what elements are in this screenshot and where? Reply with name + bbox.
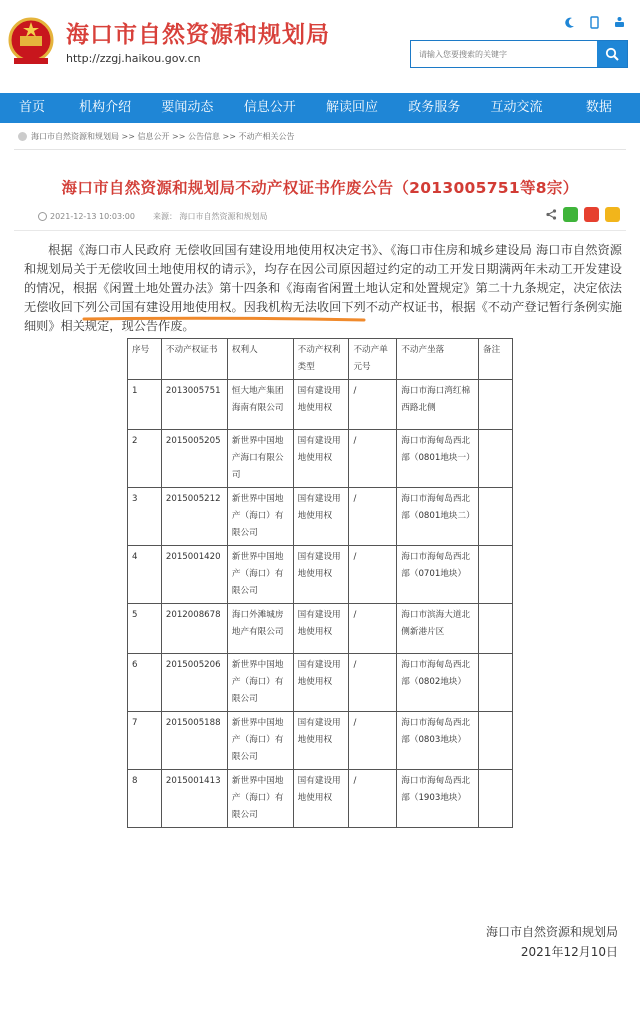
table-cell: /	[349, 488, 397, 546]
table-row	[128, 654, 513, 712]
signature-date: 2021年12月10日	[520, 945, 618, 959]
table-cell: 海口市海甸岛西北部（1903地块）	[397, 770, 479, 828]
nav-item-home[interactable]: 首页	[18, 100, 45, 115]
table-cell: /	[349, 712, 397, 770]
site-url[interactable]: http://zzgj.haikou.gov.cn	[66, 52, 201, 65]
nav-item-interpretation[interactable]: 解读回应	[325, 100, 378, 115]
article-paragraph: 根据《海口市人民政府 无偿收回国有建设用地使用权决定书》、《海口市住房和城乡建设局 海口市自然资源和规划局关于无偿收回土地使用权的请示》，均存在因公司原因超过约定的动工开发日期满两年未动工开发建设的情况，根据《闲置土地处置办法》第十四条和《海南省闲置土地认定和处置规定》第二十九条规定，决定依法无偿收回下列公司国有建设用地使用权。因我机构无法收回下列不动产权证书，根据《不动产登记暂行条例实施细则》相关规定，现公告作废。	[24, 243, 622, 333]
table-cell: 海口市滨海大道北侧新港片区	[397, 604, 479, 654]
column-header: 序号	[128, 339, 162, 380]
table-cell: 2015001420	[161, 546, 227, 604]
table-cell: 新世界中国地产（海口）有限公司	[227, 488, 293, 546]
nav-item-about[interactable]: 机构介绍	[79, 100, 132, 115]
wechat-icon[interactable]	[563, 207, 578, 222]
table-header-row	[128, 339, 513, 380]
table-cell: 海口市海口湾红棉西路北侧	[397, 380, 479, 430]
mobile-icon[interactable]	[588, 14, 601, 27]
table-cell: /	[349, 654, 397, 712]
table-row	[128, 770, 513, 828]
table-cell	[479, 430, 513, 488]
table-cell: 海口市海甸岛西北部（0803地块）	[397, 712, 479, 770]
article-source: 来源： 海口市自然资源和规划局	[152, 212, 268, 221]
table-cell: 4	[128, 546, 162, 604]
certificate-table	[127, 338, 513, 828]
table-cell	[479, 604, 513, 654]
share-bar	[546, 207, 620, 222]
table-cell: 2015005212	[161, 488, 227, 546]
nav-item-disclosure[interactable]: 信息公开	[243, 100, 296, 115]
table-cell: 新世界中国地产（海口）有限公司	[227, 712, 293, 770]
site-header	[0, 0, 640, 92]
table-cell: 2015005188	[161, 712, 227, 770]
table-cell: 国有建设用地使用权	[293, 488, 349, 546]
divider	[14, 149, 626, 150]
highlight-underline	[82, 316, 366, 322]
table-cell: /	[349, 770, 397, 828]
breadcrumb	[18, 131, 294, 142]
dark-mode-icon[interactable]	[563, 14, 576, 27]
table-cell: 2012008678	[161, 604, 227, 654]
column-header: 不动产权证书	[161, 339, 227, 380]
table-cell	[479, 770, 513, 828]
table-cell: 国有建设用地使用权	[293, 430, 349, 488]
table-cell: /	[349, 380, 397, 430]
table-cell: /	[349, 604, 397, 654]
search-box	[410, 40, 628, 68]
table-cell: /	[349, 430, 397, 488]
table-cell: 国有建设用地使用权	[293, 380, 349, 430]
table-cell: 海口市海甸岛西北部（0701地块）	[397, 546, 479, 604]
table-cell: 新世界中国地产（海口）有限公司	[227, 546, 293, 604]
table-cell: 2015005205	[161, 430, 227, 488]
table-cell: 新世界中国地产（海口）有限公司	[227, 654, 293, 712]
national-emblem-icon	[8, 14, 54, 72]
table-cell: 海口市海甸岛西北部（0802地块）	[397, 654, 479, 712]
table-cell: 5	[128, 604, 162, 654]
table-cell: 恒大地产集团海南有限公司	[227, 380, 293, 430]
table-cell	[479, 654, 513, 712]
location-icon	[18, 132, 27, 141]
table-cell: 海口市海甸岛西北部（0801地块二）	[397, 488, 479, 546]
table-cell: 3	[128, 488, 162, 546]
table-cell: 海口外滩城房地产有限公司	[227, 604, 293, 654]
column-header: 不动产权利类型	[293, 339, 349, 380]
table-cell: 国有建设用地使用权	[293, 654, 349, 712]
table-row	[128, 380, 513, 430]
top-icons	[563, 14, 626, 27]
table-cell: 2015001413	[161, 770, 227, 828]
table-cell: 1	[128, 380, 162, 430]
table-cell: 6	[128, 654, 162, 712]
clock-icon	[38, 212, 47, 221]
article-meta	[38, 211, 268, 222]
table-cell: 2013005751	[161, 380, 227, 430]
accessibility-icon[interactable]	[613, 14, 626, 27]
search-button[interactable]	[597, 41, 627, 67]
column-header: 不动产单元号	[349, 339, 397, 380]
breadcrumb-text[interactable]: 海口市自然资源和规划局 >> 信息公开 >> 公告信息 >> 不动产相关公告	[31, 132, 295, 141]
table-cell: 国有建设用地使用权	[293, 604, 349, 654]
column-header: 不动产坐落	[397, 339, 479, 380]
table-cell: 8	[128, 770, 162, 828]
article-title: 海口市自然资源和规划局不动产权证书作废公告（2013005751等8宗）	[61, 179, 579, 197]
table-cell: /	[349, 546, 397, 604]
table-cell	[479, 488, 513, 546]
table-cell: 新世界中国地产（海口）有限公司	[227, 770, 293, 828]
main-nav	[0, 93, 640, 123]
nav-item-services[interactable]: 政务服务	[408, 100, 461, 115]
table-cell	[479, 546, 513, 604]
column-header: 权利人	[227, 339, 293, 380]
table-row	[128, 430, 513, 488]
signature-org: 海口市自然资源和规划局	[485, 925, 618, 939]
share-icon[interactable]	[546, 209, 557, 220]
table-cell: 2015005206	[161, 654, 227, 712]
table-cell: 国有建设用地使用权	[293, 770, 349, 828]
nav-item-data[interactable]: 数据	[585, 100, 612, 115]
table-cell: 国有建设用地使用权	[293, 546, 349, 604]
table-row	[128, 712, 513, 770]
table-cell: 国有建设用地使用权	[293, 712, 349, 770]
qzone-icon[interactable]	[605, 207, 620, 222]
table-row	[128, 488, 513, 546]
nav-item-news[interactable]: 要闻动态	[161, 100, 214, 115]
table-cell: 2	[128, 430, 162, 488]
search-icon	[605, 47, 619, 61]
table-row	[128, 604, 513, 654]
site-title[interactable]: 海口市自然资源和规划局	[66, 22, 330, 48]
publish-date: 2021-12-13 10:03:00	[38, 212, 135, 221]
table-cell	[479, 380, 513, 430]
divider	[14, 230, 626, 231]
table-cell	[479, 712, 513, 770]
table-cell: 海口市海甸岛西北部（0801地块一）	[397, 430, 479, 488]
column-header: 备注	[479, 339, 513, 380]
table-cell: 新世界中国地产海口有限公司	[227, 430, 293, 488]
nav-item-interaction[interactable]: 互动交流	[490, 100, 543, 115]
table-cell: 7	[128, 712, 162, 770]
table-row	[128, 546, 513, 604]
search-input[interactable]	[411, 41, 597, 67]
weibo-icon[interactable]	[584, 207, 599, 222]
